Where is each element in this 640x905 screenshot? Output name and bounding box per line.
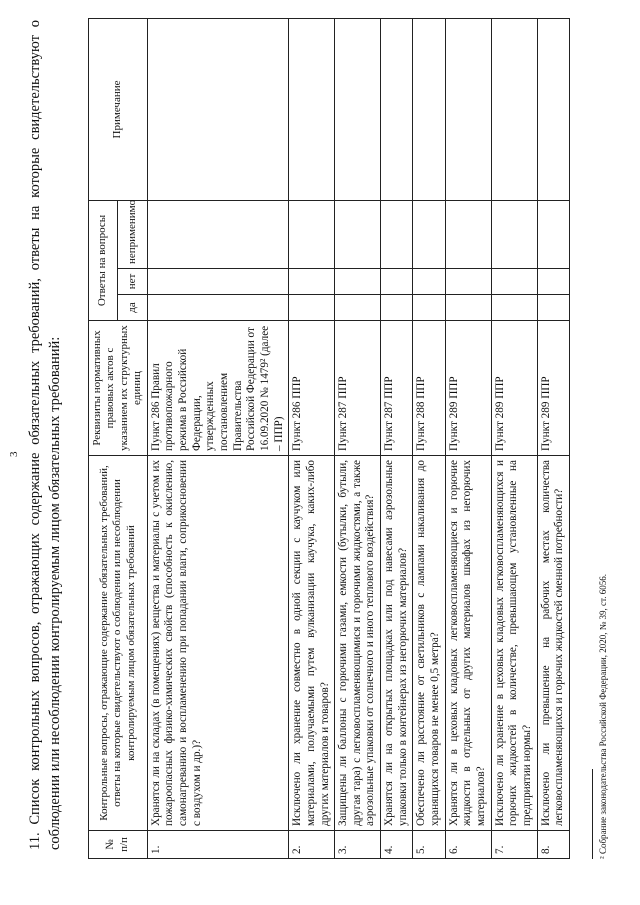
header-na: неприменимо bbox=[118, 200, 147, 268]
header-note: Примечание bbox=[89, 18, 148, 200]
note-cell[interactable] bbox=[537, 18, 569, 200]
table-row bbox=[445, 18, 491, 858]
page-number: 3 bbox=[8, 451, 20, 457]
answer-yes-cell[interactable] bbox=[491, 295, 537, 321]
table-row bbox=[537, 18, 569, 858]
section-title: 11. Список контрольных вопросов, отражающих содержание обязательных требований, ответы на которые свидетельствуют о соблюдении или несоблюдении контролируемым лицом обязательных требований: bbox=[27, 20, 63, 850]
answer-na-cell[interactable] bbox=[537, 200, 569, 268]
note-cell[interactable] bbox=[491, 18, 537, 200]
note-cell[interactable] bbox=[147, 18, 289, 200]
answer-yes-cell[interactable] bbox=[289, 295, 335, 321]
row-question: Обеспечено ли расстояние от светильников с лампами накаливания до хранящихся товаров не менее 0,5 метра? bbox=[413, 456, 445, 831]
answer-no-cell[interactable] bbox=[335, 269, 381, 295]
row-num: 7. bbox=[491, 831, 537, 859]
answer-yes-cell[interactable] bbox=[537, 295, 569, 321]
table-row bbox=[491, 18, 537, 858]
checklist-table bbox=[88, 18, 570, 859]
answer-na-cell[interactable] bbox=[147, 200, 289, 268]
row-reference: Пункт 286 Правил противопожарного режима в Российской Федерации, утвержденных постановлением Правительства Российской Федерации от 16.09.2020 № 1479² (далее – ППР) bbox=[147, 321, 289, 456]
row-reference: Пункт 289 ППР bbox=[491, 321, 537, 456]
answer-no-cell[interactable] bbox=[413, 269, 445, 295]
row-question: Хранятся ли на открытых площадках или под навесами аэрозольные упаковки только в контейнерах из негорючих материалов? bbox=[381, 456, 413, 831]
table-row bbox=[289, 18, 335, 858]
answer-no-cell[interactable] bbox=[491, 269, 537, 295]
answer-yes-cell[interactable] bbox=[413, 295, 445, 321]
answer-yes-cell[interactable] bbox=[445, 295, 491, 321]
row-question: Исключено ли хранение в цеховых кладовых легковоспламеняющихся и горючих жидкостей в количестве, превышающем установленные на предприятии нормы? bbox=[491, 456, 537, 831]
answer-no-cell[interactable] bbox=[537, 269, 569, 295]
row-reference: Пункт 289 ППР bbox=[537, 321, 569, 456]
answer-yes-cell[interactable] bbox=[147, 295, 289, 321]
row-num: 2. bbox=[289, 831, 335, 859]
note-cell[interactable] bbox=[289, 18, 335, 200]
header-num: № п/п bbox=[89, 831, 148, 859]
row-reference: Пункт 288 ППР bbox=[413, 321, 445, 456]
header-answers: Ответы на вопросы bbox=[89, 200, 118, 320]
row-question: Исключено ли хранение совместно в одной секции с каучуком или материалами, получаемыми путем вулканизации каучука, каких-либо других материалов и товаров? bbox=[289, 456, 335, 831]
row-question: Защищены ли баллоны с горючими газами, емкости (бутылки, бутыли, другая тара) с легковоспламеняющимися и горючими жидкостями, а также аэрозольные упаковки от солнечного и иного теплового воздействия? bbox=[335, 456, 381, 831]
note-cell[interactable] bbox=[445, 18, 491, 200]
answer-na-cell[interactable] bbox=[289, 200, 335, 268]
answer-na-cell[interactable] bbox=[335, 200, 381, 268]
answer-na-cell[interactable] bbox=[491, 200, 537, 268]
row-reference: Пункт 286 ППР bbox=[289, 321, 335, 456]
answer-na-cell[interactable] bbox=[445, 200, 491, 268]
header-yes: да bbox=[118, 295, 147, 321]
row-num: 4. bbox=[381, 831, 413, 859]
table-row bbox=[413, 18, 445, 858]
answer-no-cell[interactable] bbox=[445, 269, 491, 295]
answer-no-cell[interactable] bbox=[289, 269, 335, 295]
row-num: 5. bbox=[413, 831, 445, 859]
header-question: Контрольные вопросы, отражающие содержание обязательных требований, ответы на которые свидетельствуют о соблюдении или несоблюдении контролируемым лицом обязательных требований bbox=[89, 456, 148, 831]
table-row bbox=[381, 18, 413, 858]
note-cell[interactable] bbox=[335, 18, 381, 200]
answer-no-cell[interactable] bbox=[147, 269, 289, 295]
row-reference: Пункт 287 ППР bbox=[381, 321, 413, 456]
footnote: ² Собрание законодательства Российской Федерации, 2020, № 39, ст. 6056. bbox=[598, 573, 608, 859]
answer-yes-cell[interactable] bbox=[381, 295, 413, 321]
row-question: Хранятся ли на складах (в помещениях) вещества и материалы с учетом их пожароопасных физико-химических свойств (способность к окислению, самонагреванию и воспламенению при попадании влаги, соприкосновении с воздухом и др.)? bbox=[147, 456, 289, 831]
table-row bbox=[147, 18, 289, 858]
row-reference: Пункт 289 ППР bbox=[445, 321, 491, 456]
header-reference: Реквизиты нормативных правовых актов с указанием их структурных единиц bbox=[89, 321, 148, 456]
row-num: 1. bbox=[147, 831, 289, 859]
row-num: 6. bbox=[445, 831, 491, 859]
answer-no-cell[interactable] bbox=[381, 269, 413, 295]
row-question: Исключено ли превышение на рабочих местах количества легковоспламеняющихся и горючих жидкостей сменной потребности? bbox=[537, 456, 569, 831]
note-cell[interactable] bbox=[413, 18, 445, 200]
footnote-divider bbox=[592, 769, 593, 859]
answer-yes-cell[interactable] bbox=[335, 295, 381, 321]
row-num: 3. bbox=[335, 831, 381, 859]
note-cell[interactable] bbox=[381, 18, 413, 200]
table-row bbox=[335, 18, 381, 858]
answer-na-cell[interactable] bbox=[413, 200, 445, 268]
row-num: 8. bbox=[537, 831, 569, 859]
header-no: нет bbox=[118, 269, 147, 295]
row-reference: Пункт 287 ППР bbox=[335, 321, 381, 456]
answer-na-cell[interactable] bbox=[381, 200, 413, 268]
row-question: Хранятся ли в цеховых кладовых легковоспламеняющиеся и горючие жидкости в отдельных от других материалов шкафах из негорючих материалов? bbox=[445, 456, 491, 831]
